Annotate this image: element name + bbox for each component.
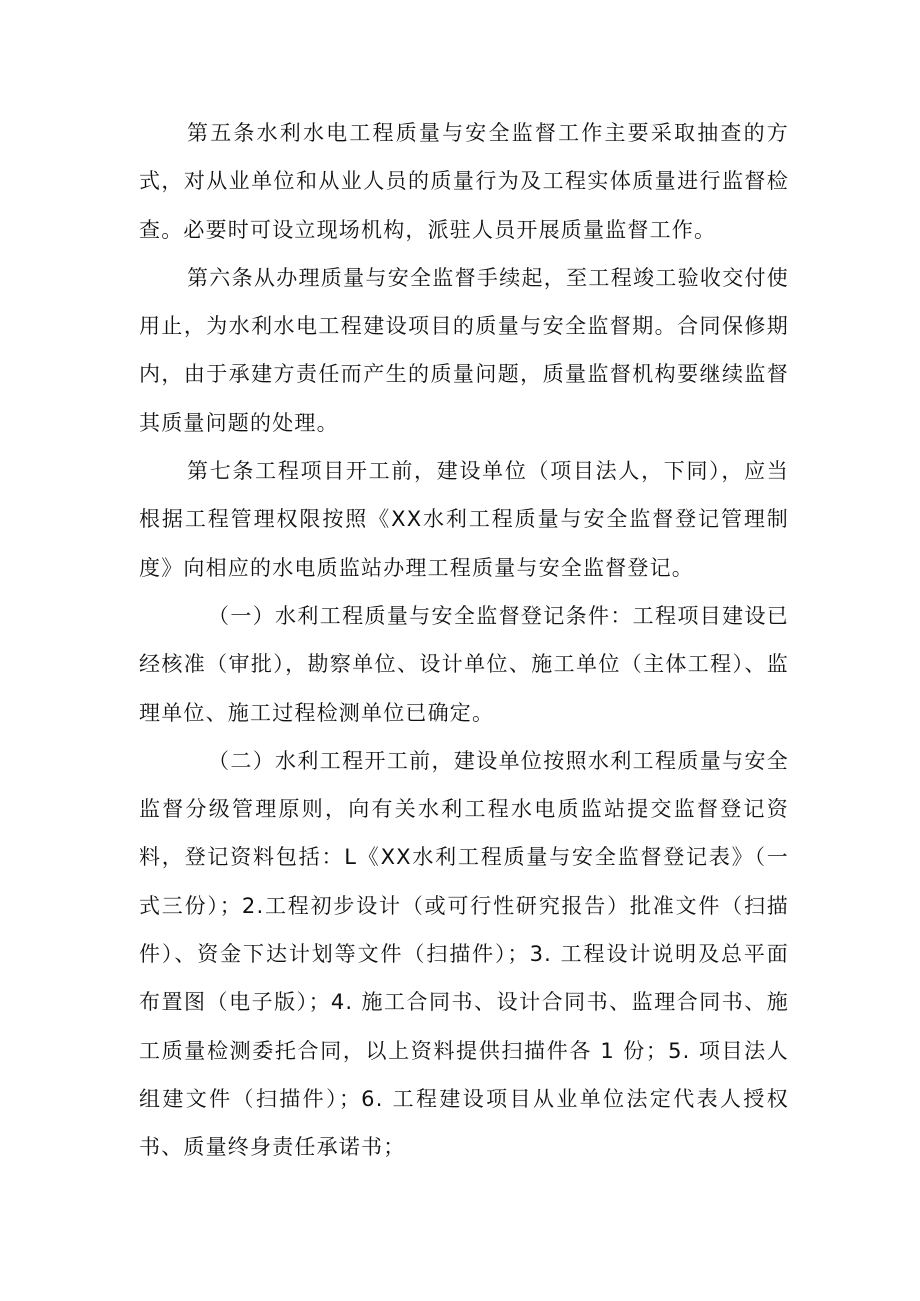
- paragraph-article-6: 第六条从办理质量与安全监督手续起，至工程竣工验收交付使用止，为水利水电工程建设项目的质量与安全监督期。合同保修期内，由于承建方责任而产生的质量问题，质量监督机构要继续监督其质量问题的处理。: [139, 265, 789, 435]
- paragraph-article-5: 第五条水利水电工程质量与安全监督工作主要采取抽查的方式，对从业单位和从业人员的质量行为及工程实体质量进行监督检查。必要时可设立现场机构，派驻人员开展质量监督工作。: [139, 121, 789, 242]
- paragraph-article-7: 第七条工程项目开工前，建设单位（项目法人，下同），应当根据工程管理权限按照《XX水利工程质量与安全监督登记管理制度》向相应的水电质监站办理工程质量与安全监督登记。: [139, 459, 789, 580]
- paragraph-item-1: （一）水利工程质量与安全监督登记条件：工程项目建设已经核准（审批），勘察单位、设计单位、施工单位（主体工程）、监理单位、施工过程检测单位已确定。: [139, 603, 789, 725]
- document-body: [139, 109, 789, 1172]
- paragraph-item-2: （二）水利工程开工前，建设单位按照水利工程质量与安全监督分级管理原则，向有关水利工程水电质监站提交监督登记资料，登记资料包括：L《XX水利工程质量与安全监督登记表》（一式三份）；2.工程初步设计（或可行性研究报告）批准文件（扫描件）、资金下达计划等文件（扫描件）；3. 工程设计说明及总平面布置图（电子版）；4. 施工合同书、设计合同书、监理合同书、施工质量检测委托合同，以上资料提供扫描件各 1 份；5. 项目法人组建文件（扫描件）；6. 工程建设项目从业单位法定代表人授权书、质量终身责任承诺书；: [139, 748, 789, 1160]
